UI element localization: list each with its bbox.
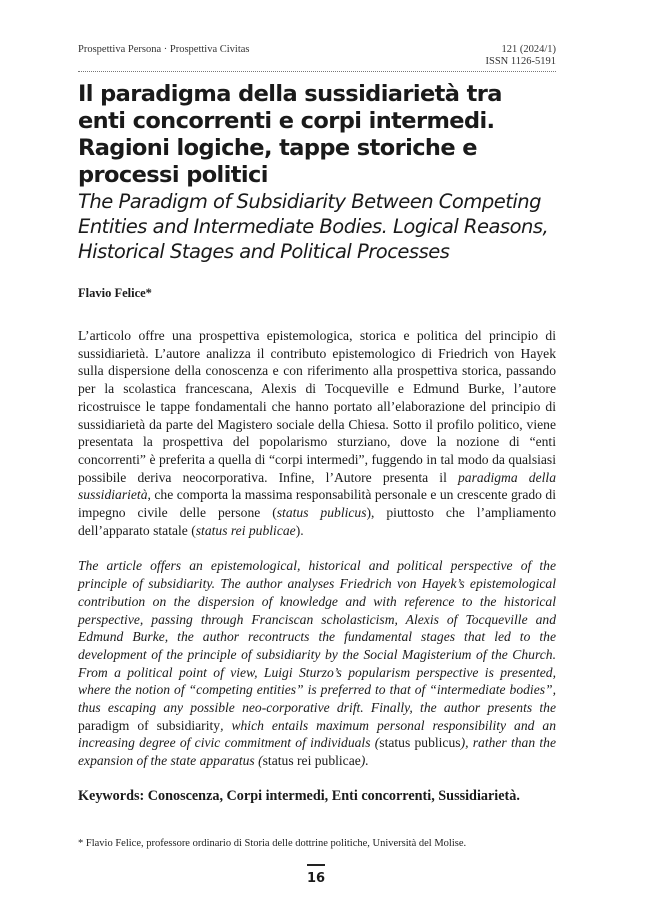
page-number-bar: [307, 864, 325, 866]
keywords: Keywords: Conoscenza, Corpi intermedi, Enti concorrenti, Sussidiarietà.: [78, 787, 520, 804]
title-english: The Paradigm of Subsidiarity Between Competing Entities and Intermediate Bodies. Logical Reasons, Historical Stages and Political Processes: [78, 190, 549, 263]
running-header: [78, 44, 556, 68]
issue-number: 121 (2024/1): [501, 44, 556, 55]
journal-name: Prospettiva Persona · Prospettiva Civitas: [78, 44, 250, 55]
issn: ISSN 1126-5191: [485, 56, 556, 67]
title-italian: Il paradigma della sussidiarietà tra enti concorrenti e corpi intermedi. Ragioni logiche, tappe storiche e processi politici: [78, 81, 502, 188]
author-name: Flavio Felice*: [78, 286, 152, 300]
abstract-english: The article offers an epistemological, historical and political perspective of the principle of subsidiarity. The author analyses Friedrich von Hayek’s epistemological contribution on the dispersion of knowledge and with reference to the historical perspective, passing through Franciscan scholasticism, Alexis of Tocqueville and Edmund Burke, the author recontructs the fundamental stages that led to the development of the principle of subsidiarity by the Social Magisterium of the Church. From a political point of view, Luigi Sturzo’s popularism perspective is presented, where the notion of “competing entities” is preferred to that of “intermediate bodies”, thus escaping any possible neo-corporative drift. Finally, the author presents the paradigm of subsidiarity, which entails maximum personal responsibility and an increasing degree of civic commitment of individuals (status publicus), rather than the expansion of the state apparatus (status rei publicae).: [78, 558, 556, 769]
footnote: * Flavio Felice, professore ordinario di Storia delle dottrine politiche, Università del Molise.: [78, 838, 467, 849]
abstract-italian: L’articolo offre una prospettiva epistemologica, storica e politica del principio di sussidiarietà. L’autore analizza il contributo epistemologico di Friedrich von Hayek sulla dispersione della conoscenza e con riferimento alla prospettiva storica, passando per la scolastica francescana, Alexis di Tocqueville e Edmund Burke, l’autore ricostruisce le tappe fondamentali che hanno portato all’elaborazione del principio di sussidiarietà da parte del Magistero sociale della Chiesa. Sotto il profilo politico, viene presentata la prospettiva del popolarismo sturziano, dove la nozione di “enti concorrenti” è preferita a quella di “corpi intermedi”, fuggendo in tal modo da qualsiasi possibile deriva neocorporativa. Infine, l’Autore presenta il paradigma della sussidiarietà, che comporta la massima responsabilità personale e un crescente grado di impegno civile delle persone (status publicus), piuttosto che l’ampliamento dell’apparato statale (status rei publicae).: [78, 328, 556, 538]
header-divider: [78, 71, 556, 72]
page-number: 16: [306, 871, 326, 886]
issue-info: [486, 44, 557, 68]
page-content: [78, 44, 556, 805]
